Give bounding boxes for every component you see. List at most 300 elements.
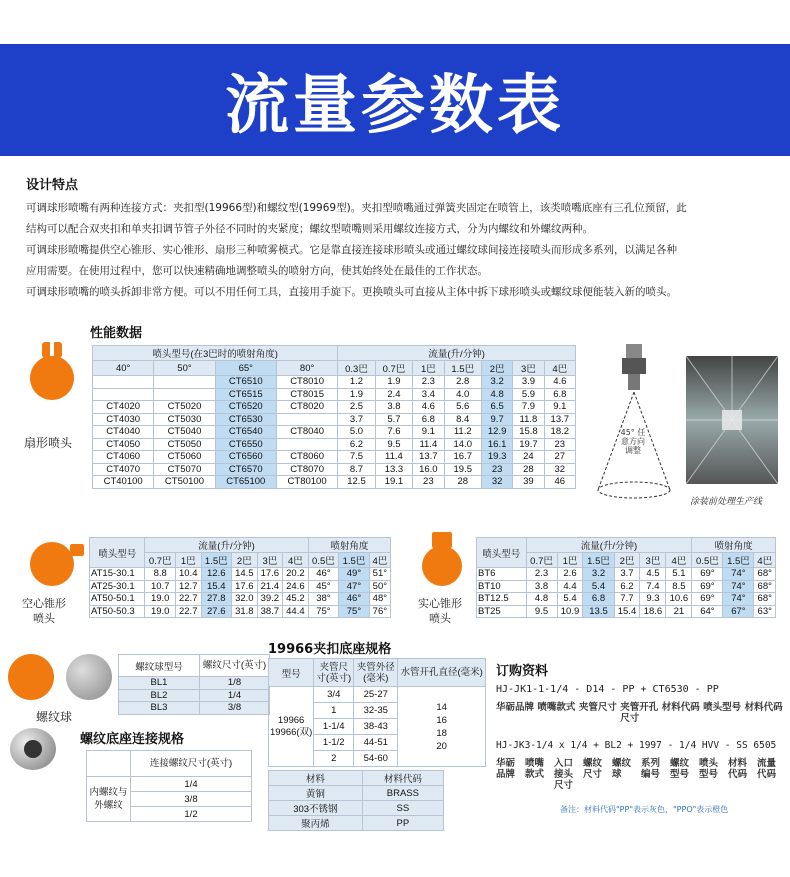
- table-cell: 3.8: [375, 401, 412, 414]
- table-cell: CT6510: [215, 376, 276, 389]
- table-cell: 23: [413, 476, 444, 489]
- table-cell: 54-60: [354, 751, 398, 767]
- table-cell: 8.5: [666, 580, 692, 593]
- table-cell: 0.7巴: [526, 553, 557, 568]
- order-label: 夹管开孔尺寸: [620, 702, 659, 724]
- table-cell: 31.8: [232, 605, 258, 618]
- table-cell: 24.6: [283, 580, 309, 593]
- table-row: [477, 580, 776, 593]
- table-cell: 74°: [723, 580, 754, 593]
- table-cell: AT25-30.1: [90, 580, 145, 593]
- order-label: 材料代码: [744, 702, 783, 713]
- table-cell: BL3: [119, 702, 200, 715]
- table-cell: 19.7: [513, 438, 544, 451]
- table-cell: 2.6: [557, 568, 583, 581]
- table-row: [93, 426, 576, 439]
- table-cell: 7.7: [614, 593, 640, 606]
- table-cell: CT8040: [276, 426, 337, 439]
- order-label: 喷嘴款式: [525, 758, 545, 780]
- hollow-header: 喷射角度: [308, 538, 390, 553]
- table-row: [119, 677, 270, 690]
- table-cell: 303不锈钢: [269, 801, 363, 816]
- table-cell: 12.5: [338, 476, 375, 489]
- table-cell: 63°: [754, 605, 776, 618]
- solid-table: [476, 537, 776, 618]
- order-label: 喷头型号: [703, 702, 742, 713]
- order-label: 喷头型号: [699, 758, 719, 780]
- perf-table: [92, 345, 576, 489]
- design-line: 结构可以配合双夹扣和单夹扣调节管子外径不同时的夹紧度；螺纹型喷嘴则采用螺纹连接方式，分为内螺纹和外螺纹两种。: [26, 223, 593, 235]
- table-cell: 7.6: [375, 426, 412, 439]
- table-cell: CT8010: [276, 376, 337, 389]
- table-cell: 74°: [723, 568, 754, 581]
- table-cell: 68°: [754, 568, 776, 581]
- table-cell: 2.3: [413, 376, 444, 389]
- table-cell: 64°: [692, 605, 723, 618]
- order-label: 螺纹型号: [670, 758, 690, 780]
- table-cell: 9.1: [413, 426, 444, 439]
- table-cell: AT15-30.1: [90, 568, 145, 581]
- table-cell: 39: [513, 476, 544, 489]
- table-cell: 16.1: [481, 438, 512, 451]
- order-label: 入口接头尺寸: [554, 758, 574, 791]
- table-cell: 19.0: [145, 605, 176, 618]
- design-text: [26, 198, 776, 303]
- solid-header: 喷头型号: [477, 538, 527, 568]
- table-cell: CT5020: [154, 401, 215, 414]
- table-cell: 28: [444, 476, 481, 489]
- table-cell: 4巴: [666, 553, 692, 568]
- table-cell: 14 16 18 20: [398, 687, 486, 767]
- table-cell: 2巴: [232, 553, 258, 568]
- table-cell: 0.5巴: [308, 553, 339, 568]
- table-cell: CT6550: [215, 438, 276, 451]
- table-cell: 2.5: [338, 401, 375, 414]
- table-row: [269, 687, 486, 703]
- production-line-photo: [686, 356, 778, 484]
- table-row: [119, 702, 270, 715]
- table-cell: 4.4: [557, 580, 583, 593]
- table-cell: 12.9: [481, 426, 512, 439]
- table-cell: BT12.5: [477, 593, 527, 606]
- table-cell: 19.1: [375, 476, 412, 489]
- page-title: 流量参数表: [225, 69, 565, 143]
- table-cell: 22.7: [175, 605, 201, 618]
- thread-header: 连接螺纹尺寸(英寸): [131, 751, 252, 777]
- table-cell: 50°: [369, 580, 390, 593]
- table-cell: 10.9: [557, 605, 583, 618]
- table-cell: 7.9: [513, 401, 544, 414]
- table-cell: 15.8: [513, 426, 544, 439]
- table-cell: 12.6: [201, 568, 232, 581]
- table-cell: 69°: [692, 568, 723, 581]
- order-label: 夹管尺寸: [578, 702, 617, 713]
- table-cell: 6.2: [338, 438, 375, 451]
- table-row: [93, 438, 576, 451]
- table-row: [93, 463, 576, 476]
- table-cell: 3.8: [526, 580, 557, 593]
- table-cell: 6.5: [481, 401, 512, 414]
- table-cell: 1.9: [338, 388, 375, 401]
- table-cell: 44.4: [283, 605, 309, 618]
- clamp-header: 型号: [269, 659, 314, 687]
- solid-nozzle-image: [420, 532, 464, 596]
- table-cell: 1.5巴: [201, 553, 232, 568]
- hollow-header: 流量(升/分钟): [145, 538, 308, 553]
- hollow-nozzle-image: [22, 540, 82, 590]
- table-cell: 40°: [93, 361, 154, 376]
- table-cell: CT4030: [93, 413, 154, 426]
- table-cell: 17.6: [257, 568, 283, 581]
- table-cell: CT8060: [276, 451, 337, 464]
- table-cell: CT6570: [215, 463, 276, 476]
- solid-header: 流量(升/分钟): [526, 538, 692, 553]
- order-label: 材料代码: [661, 702, 700, 713]
- table-cell: [154, 388, 215, 401]
- order-code-2: HJ-JK3-1/4 x 1/4 + BL2 + 1997 - 1/4 HVV - SS 6505: [496, 740, 777, 751]
- table-cell: 27.8: [201, 593, 232, 606]
- table-row: [93, 376, 576, 389]
- table-cell: 68°: [754, 580, 776, 593]
- hollow-label-line: 空心锥形: [22, 597, 66, 610]
- clamp-header: 夹管尺寸(英寸): [314, 659, 354, 687]
- table-cell: 47°: [339, 580, 370, 593]
- table-cell: 4.8: [481, 388, 512, 401]
- table-cell: [276, 413, 337, 426]
- table-cell: 11.4: [375, 451, 412, 464]
- table-cell: CT6540: [215, 426, 276, 439]
- table-cell: 75°: [308, 605, 339, 618]
- table-row: [269, 816, 444, 831]
- table-cell: 76°: [369, 605, 390, 618]
- clamp-table: [268, 658, 486, 767]
- hollow-label-line: 喷头: [33, 612, 55, 625]
- table-cell: CT4050: [93, 438, 154, 451]
- table-cell: 6.2: [614, 580, 640, 593]
- table-cell: 4.6: [413, 401, 444, 414]
- solid-label-line: 喷头: [429, 612, 451, 625]
- table-cell: 8.8: [145, 568, 176, 581]
- table-cell: 18.6: [640, 605, 666, 618]
- table-cell: 4巴: [283, 553, 309, 568]
- table-cell: 13.5: [583, 605, 614, 618]
- hollow-table: [89, 537, 391, 618]
- table-cell: 1巴: [175, 553, 201, 568]
- table-row: [93, 388, 576, 401]
- ball-label: 螺纹球: [36, 710, 73, 724]
- material-table: [268, 770, 444, 831]
- hollow-header: 喷头型号: [90, 538, 145, 568]
- material-header: 材料代码: [362, 771, 443, 786]
- table-cell: 1/8: [200, 677, 270, 690]
- table-cell: 17.6: [232, 580, 258, 593]
- table-cell: AT50-50.1: [90, 593, 145, 606]
- table-cell: [93, 388, 154, 401]
- clamp-header: 水管开孔直径(毫米): [398, 659, 486, 687]
- table-cell: CT6515: [215, 388, 276, 401]
- ball-table: [118, 654, 270, 715]
- table-cell: 67°: [723, 605, 754, 618]
- hollow-label: [14, 596, 74, 626]
- table-cell: 9.7: [481, 413, 512, 426]
- table-cell: 0.5巴: [692, 553, 723, 568]
- table-cell: 22.7: [175, 593, 201, 606]
- table-cell: 1.5巴: [583, 553, 614, 568]
- table-cell: 2: [314, 751, 354, 767]
- table-cell: CT4060: [93, 451, 154, 464]
- table-cell: 15.4: [201, 580, 232, 593]
- table-cell: 46: [544, 476, 575, 489]
- order-label: 材料代码: [728, 758, 748, 780]
- table-cell: CT5040: [154, 426, 215, 439]
- thread-side: 内螺纹与外螺纹: [87, 777, 131, 822]
- table-cell: 5.9: [513, 388, 544, 401]
- order-label: 喷嘴款式: [537, 702, 576, 713]
- perf-title: 性能数据: [90, 326, 143, 341]
- table-cell: 74°: [723, 593, 754, 606]
- table-cell: 1.9: [375, 376, 412, 389]
- table-cell: 80°: [276, 361, 337, 376]
- table-cell: 9.3: [640, 593, 666, 606]
- table-cell: 13.7: [544, 413, 575, 426]
- table-cell: 16.7: [444, 451, 481, 464]
- table-cell: 27.6: [201, 605, 232, 618]
- thread-ball-image: [8, 652, 112, 704]
- table-cell: 23: [544, 438, 575, 451]
- table-row: [90, 605, 391, 618]
- table-cell: 27: [544, 451, 575, 464]
- table-cell: 3.4: [413, 388, 444, 401]
- table-cell: AT50-50.3: [90, 605, 145, 618]
- table-cell: 24: [513, 451, 544, 464]
- table-cell: 38-43: [354, 719, 398, 735]
- table-row: [93, 401, 576, 414]
- design-title: 设计特点: [26, 178, 79, 193]
- angle-note: 45° 任意方向调整: [620, 428, 646, 455]
- perf-header: 流量(升/分钟): [338, 346, 576, 361]
- table-cell: 7.4: [640, 580, 666, 593]
- order-label: 华砺品牌: [496, 758, 516, 780]
- table-cell: 50°: [154, 361, 215, 376]
- table-cell: 7.5: [338, 451, 375, 464]
- table-cell: 5.7: [375, 413, 412, 426]
- table-cell: 9.1: [544, 401, 575, 414]
- table-row: [93, 413, 576, 426]
- table-cell: CT50100: [154, 476, 215, 489]
- table-row: [93, 476, 576, 489]
- table-cell: 1.5巴: [444, 361, 481, 376]
- table-cell: 5.1: [666, 568, 692, 581]
- table-cell: 11.8: [513, 413, 544, 426]
- table-cell: 黄铜: [269, 786, 363, 801]
- table-cell: 3巴: [640, 553, 666, 568]
- table-cell: 65°: [215, 361, 276, 376]
- order-note: 备注：材料代码"PP"表示灰色，"PPO"表示橙色: [560, 805, 729, 814]
- table-cell: 3巴: [513, 361, 544, 376]
- table-cell: 68°: [754, 593, 776, 606]
- table-cell: 4.5: [640, 568, 666, 581]
- table-cell: 38°: [308, 593, 339, 606]
- table-cell: 11.2: [444, 426, 481, 439]
- table-cell: 28: [513, 463, 544, 476]
- table-cell: 38.7: [257, 605, 283, 618]
- table-cell: 3.2: [481, 376, 512, 389]
- table-cell: 3.7: [338, 413, 375, 426]
- table-cell: 3/4: [314, 687, 354, 703]
- table-cell: 10.4: [175, 568, 201, 581]
- table-cell: 20.2: [283, 568, 309, 581]
- fan-label: 扇形喷头: [24, 436, 73, 450]
- thread-title: 螺纹底座连接规格: [80, 732, 185, 747]
- spray-diagram: [588, 340, 680, 510]
- table-cell: 14.0: [444, 438, 481, 451]
- table-cell: 19.5: [444, 463, 481, 476]
- table-cell: 25-27: [354, 687, 398, 703]
- table-cell: 5.0: [338, 426, 375, 439]
- table-row: [269, 801, 444, 816]
- ball-header: 螺纹尺寸(英寸): [200, 655, 270, 677]
- table-cell: 21.4: [257, 580, 283, 593]
- table-cell: 23: [481, 463, 512, 476]
- thread-cell: 3/8: [131, 792, 252, 807]
- order-label: 螺纹球: [612, 758, 632, 780]
- table-cell: CT4070: [93, 463, 154, 476]
- table-cell: BL1: [119, 677, 200, 690]
- table-cell: 32: [544, 463, 575, 476]
- table-cell: 48°: [369, 593, 390, 606]
- table-cell: 75°: [339, 605, 370, 618]
- table-cell: CT5030: [154, 413, 215, 426]
- table-cell: [276, 438, 337, 451]
- table-cell: 2.4: [375, 388, 412, 401]
- table-cell: 6.8: [583, 593, 614, 606]
- table-cell: 13.7: [413, 451, 444, 464]
- thread-table: [86, 750, 252, 822]
- table-cell: 4.8: [526, 593, 557, 606]
- thread-cell: 1/2: [131, 807, 252, 822]
- perf-header: 喷头型号(在3巴时的喷射角度): [93, 346, 338, 361]
- table-cell: [93, 376, 154, 389]
- table-cell: CT8015: [276, 388, 337, 401]
- steel-ball-image: [10, 728, 56, 770]
- table-cell: 39.2: [257, 593, 283, 606]
- table-row: [90, 593, 391, 606]
- table-cell: 11.4: [413, 438, 444, 451]
- table-cell: 14.5: [232, 568, 258, 581]
- table-cell: 4巴: [544, 361, 575, 376]
- table-cell: CT4040: [93, 426, 154, 439]
- table-cell: 5.4: [557, 593, 583, 606]
- table-cell: 19966 19966(双): [269, 687, 314, 767]
- table-cell: 4巴: [754, 553, 776, 568]
- table-cell: 5.4: [583, 580, 614, 593]
- table-cell: SS: [362, 801, 443, 816]
- table-cell: 8.4: [444, 413, 481, 426]
- table-cell: BL2: [119, 689, 200, 702]
- table-cell: 15.4: [614, 605, 640, 618]
- table-row: [477, 568, 776, 581]
- table-cell: BRASS: [362, 786, 443, 801]
- order-code-1: HJ-JK1-1-1/4 - D14 - PP + CT6530 - PP: [496, 684, 719, 695]
- table-cell: 13.3: [375, 463, 412, 476]
- table-cell: 19.0: [145, 593, 176, 606]
- table-cell: 10.6: [666, 593, 692, 606]
- photo-caption: 涂装前处理生产线: [690, 497, 763, 507]
- table-cell: CT6520: [215, 401, 276, 414]
- table-cell: CT6530: [215, 413, 276, 426]
- table-cell: 6.8: [544, 388, 575, 401]
- clamp-title: 19966夹扣底座规格: [268, 642, 392, 657]
- table-cell: 0.7巴: [145, 553, 176, 568]
- table-cell: 4.0: [444, 388, 481, 401]
- solid-header: 喷射角度: [692, 538, 776, 553]
- table-cell: 46°: [339, 593, 370, 606]
- table-row: [90, 568, 391, 581]
- table-cell: 0.7巴: [375, 361, 412, 376]
- table-cell: 1.5巴: [339, 553, 370, 568]
- table-cell: 2巴: [481, 361, 512, 376]
- table-cell: 44-51: [354, 735, 398, 751]
- table-cell: 2.3: [526, 568, 557, 581]
- table-cell: 3.9: [513, 376, 544, 389]
- fan-nozzle-image: [24, 342, 80, 412]
- table-row: [269, 786, 444, 801]
- table-cell: 4巴: [369, 553, 390, 568]
- table-cell: CT6560: [215, 451, 276, 464]
- table-cell: 45.2: [283, 593, 309, 606]
- design-line: 可调球形喷嘴的喷头拆卸非常方便。可以不用任何工具，直接用手旋下。更换喷头可直接从主体中拆下球形喷头或螺纹球便能装入新的喷头。: [26, 286, 677, 298]
- material-header: 材料: [269, 771, 363, 786]
- ball-header: 螺纹球型号: [119, 655, 200, 677]
- table-cell: 18.2: [544, 426, 575, 439]
- order-label: 螺纹尺寸: [583, 758, 603, 780]
- table-cell: 聚丙烯: [269, 816, 363, 831]
- table-cell: CT40100: [93, 476, 154, 489]
- table-cell: 3巴: [257, 553, 283, 568]
- table-cell: 4.6: [544, 376, 575, 389]
- table-row: [93, 451, 576, 464]
- table-cell: 1-1/4: [314, 719, 354, 735]
- table-cell: 2巴: [614, 553, 640, 568]
- title-banner: [0, 44, 790, 156]
- table-cell: 32-35: [354, 703, 398, 719]
- table-cell: CT5050: [154, 438, 215, 451]
- table-cell: 32.0: [232, 593, 258, 606]
- design-line: 应用需要。在使用过程中，您可以快速精确地调整喷头的喷射方向，使其始终处在最佳的工作状态。: [26, 265, 488, 277]
- table-cell: 1巴: [413, 361, 444, 376]
- table-cell: 49°: [339, 568, 370, 581]
- clamp-header: 夹管外径(毫米): [354, 659, 398, 687]
- table-cell: 9.5: [526, 605, 557, 618]
- table-cell: 1巴: [557, 553, 583, 568]
- table-cell: BT10: [477, 580, 527, 593]
- order-label: 华砺品牌: [496, 702, 535, 713]
- table-cell: 16.0: [413, 463, 444, 476]
- design-line: 可调球形喷嘴有两种连接方式：夹扣型(19966型)和螺纹型(19969型)。夹扣型喷嘴通过弹簧夹固定在喷管上，该类喷嘴底座有三孔位预留，此: [26, 202, 687, 214]
- table-cell: 19.3: [481, 451, 512, 464]
- order-label: 系列编号: [641, 758, 661, 780]
- solid-label-line: 实心锥形: [418, 597, 462, 610]
- table-cell: 1-1/2: [314, 735, 354, 751]
- thread-cell: 1/4: [131, 777, 252, 792]
- table-row: [90, 580, 391, 593]
- table-cell: CT8020: [276, 401, 337, 414]
- table-cell: 3.7: [614, 568, 640, 581]
- table-cell: 9.5: [375, 438, 412, 451]
- table-cell: 10.7: [145, 580, 176, 593]
- table-cell: 1: [314, 703, 354, 719]
- table-cell: 21: [666, 605, 692, 618]
